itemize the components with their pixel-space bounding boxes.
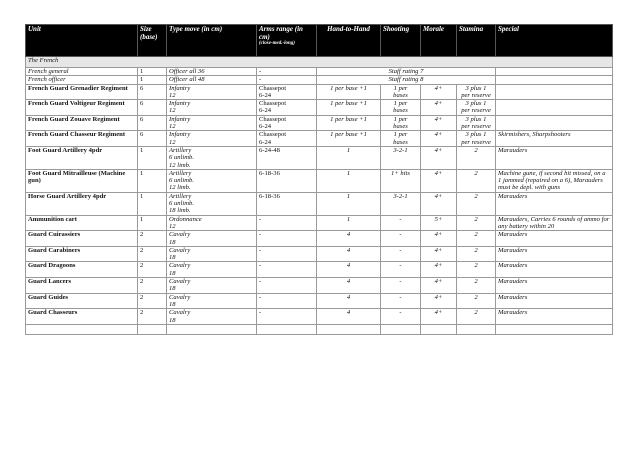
unit-name: French Guard Chasseur Regiment (26, 131, 138, 147)
unit-size: 1 (138, 68, 167, 76)
unit-arms: - (257, 76, 317, 84)
unit-row (26, 146, 613, 169)
unit-stamina: 2 (457, 309, 496, 325)
unit-row (26, 231, 613, 247)
staff-rating: Staff rating 8 (317, 76, 496, 84)
unit-name: Guard Lancers (26, 278, 138, 294)
unit-size: 6 (138, 115, 167, 131)
unit-row (26, 278, 613, 294)
empty-cell (138, 324, 167, 334)
unit-morale: 4+ (421, 293, 457, 309)
section-title: The French (26, 57, 613, 68)
officer-row (26, 76, 613, 84)
unit-type: Infantry 12 (167, 84, 257, 100)
unit-shooting: 1+ hits (381, 169, 421, 192)
unit-shooting: - (381, 278, 421, 294)
header-row (26, 25, 613, 57)
unit-stamina: 3 plus 1 per reserve (457, 84, 496, 100)
unit-size: 6 (138, 84, 167, 100)
unit-stamina: 2 (457, 169, 496, 192)
unit-shooting: - (381, 231, 421, 247)
unit-type: Artillery 6 unlimb. 12 limb. (167, 146, 257, 169)
unit-hth: 4 (317, 262, 381, 278)
unit-row (26, 100, 613, 116)
unit-hth: 4 (317, 231, 381, 247)
unit-shooting: - (381, 309, 421, 325)
empty-cell (167, 324, 257, 334)
header-arms (257, 25, 317, 57)
unit-morale: 4+ (421, 115, 457, 131)
unit-stamina: 3 plus 1 per reserve (457, 100, 496, 116)
unit-morale: 4+ (421, 100, 457, 116)
officer-row (26, 68, 613, 76)
header-arms-sub: (close-med.-long) (259, 41, 295, 46)
unit-name: Guard Cuirassiers (26, 231, 138, 247)
unit-shooting: 1 per bases (381, 115, 421, 131)
unit-stats-table (25, 24, 613, 335)
unit-special: Marauders (496, 231, 613, 247)
unit-stamina: 3 plus 1 per reserve (457, 131, 496, 147)
unit-special: Marauders, Carries 6 rounds of ammo for any battery within 20 (496, 215, 613, 231)
unit-morale: 4+ (421, 169, 457, 192)
unit-arms: - (257, 215, 317, 231)
unit-arms: - (257, 278, 317, 294)
unit-type: Infantry 12 (167, 131, 257, 147)
unit-type: Officer all 36 (167, 68, 257, 76)
unit-special (496, 84, 613, 100)
unit-stamina: 2 (457, 231, 496, 247)
unit-name: Foot Guard Mitrailleuse (Machine gun) (26, 169, 138, 192)
unit-hth: 1 per base +1 (317, 115, 381, 131)
empty-row (26, 324, 613, 334)
header-shooting: Shooting (381, 25, 421, 57)
unit-arms: - (257, 68, 317, 76)
unit-hth: 1 (317, 169, 381, 192)
unit-special: Marauders (496, 192, 613, 215)
unit-arms: Chassepot 6-24 (257, 131, 317, 147)
unit-stamina: 2 (457, 192, 496, 215)
unit-name: French officer (26, 76, 138, 84)
header-stamina: Stamina (457, 25, 496, 57)
unit-name: Ammunition cart (26, 215, 138, 231)
unit-shooting: 3-2-1 (381, 192, 421, 215)
unit-type: Infantry 12 (167, 100, 257, 116)
unit-name: Guard Carabiners (26, 246, 138, 262)
unit-type: Ordonnance 12 (167, 215, 257, 231)
unit-special: Skirmishers, Sharpshooters (496, 131, 613, 147)
unit-hth: 1 (317, 192, 381, 215)
unit-stamina: 2 (457, 246, 496, 262)
unit-morale: 5+ (421, 215, 457, 231)
unit-morale: 4+ (421, 131, 457, 147)
unit-row (26, 169, 613, 192)
header-arms-label: Arms range (in cm) (259, 25, 303, 41)
unit-size: 6 (138, 131, 167, 147)
unit-size: 2 (138, 293, 167, 309)
unit-arms: Chassepot 6-24 (257, 115, 317, 131)
unit-shooting: - (381, 215, 421, 231)
unit-type: Infantry 12 (167, 115, 257, 131)
unit-row (26, 293, 613, 309)
unit-row (26, 115, 613, 131)
unit-arms: Chassepot 6-24 (257, 84, 317, 100)
unit-type: Cavalry 18 (167, 262, 257, 278)
unit-type: Cavalry 18 (167, 309, 257, 325)
header-size: Size (base) (138, 25, 167, 57)
empty-cell (421, 324, 457, 334)
unit-shooting: 1 per bases (381, 100, 421, 116)
unit-special (496, 76, 613, 84)
unit-name: French Guard Grenadier Regiment (26, 84, 138, 100)
unit-hth: 1 per base +1 (317, 100, 381, 116)
unit-stamina: 2 (457, 278, 496, 294)
unit-special: Machine gune, if second hit missed, on a 1 jammed (repaired on a 6), Marauders must be depl. with guns (496, 169, 613, 192)
unit-arms: 6-18-36 (257, 169, 317, 192)
unit-row (26, 192, 613, 215)
unit-special: Marauders (496, 262, 613, 278)
unit-type: Cavalry 18 (167, 231, 257, 247)
unit-special: Marauders (496, 278, 613, 294)
header-hth: Hand-to-Hand (317, 25, 381, 57)
unit-morale: 4+ (421, 231, 457, 247)
unit-special: Marauders (496, 246, 613, 262)
unit-size: 2 (138, 246, 167, 262)
unit-size: 1 (138, 146, 167, 169)
unit-hth: 4 (317, 278, 381, 294)
unit-special (496, 115, 613, 131)
header-morale: Morale (421, 25, 457, 57)
document-page (25, 24, 612, 335)
unit-morale: 4+ (421, 192, 457, 215)
unit-size: 1 (138, 169, 167, 192)
unit-stamina: 2 (457, 293, 496, 309)
empty-cell (381, 324, 421, 334)
unit-shooting: 1 per bases (381, 84, 421, 100)
unit-size: 2 (138, 262, 167, 278)
unit-size: 6 (138, 100, 167, 116)
empty-cell (257, 324, 317, 334)
unit-arms: 6-18-36 (257, 192, 317, 215)
unit-row (26, 309, 613, 325)
unit-size: 2 (138, 309, 167, 325)
staff-rating: Staff rating 7 (317, 68, 496, 76)
unit-type: Artillery 6 unlimb. 12 limb. (167, 169, 257, 192)
empty-cell (457, 324, 496, 334)
unit-type: Cavalry 18 (167, 293, 257, 309)
unit-morale: 4+ (421, 278, 457, 294)
unit-arms: - (257, 262, 317, 278)
unit-hth: 4 (317, 293, 381, 309)
unit-name: Guard Guides (26, 293, 138, 309)
unit-stamina: 2 (457, 215, 496, 231)
unit-shooting: 3-2-1 (381, 146, 421, 169)
unit-type: Cavalry 18 (167, 278, 257, 294)
unit-arms: - (257, 231, 317, 247)
unit-type: Officer all 48 (167, 76, 257, 84)
unit-morale: 4+ (421, 146, 457, 169)
unit-special: Marauders (496, 309, 613, 325)
unit-stamina: 2 (457, 262, 496, 278)
unit-arms: - (257, 246, 317, 262)
unit-shooting: - (381, 262, 421, 278)
unit-row (26, 246, 613, 262)
unit-special: Marauders (496, 293, 613, 309)
unit-name: French Guard Voltigeur Regiment (26, 100, 138, 116)
unit-row (26, 84, 613, 100)
empty-cell (26, 324, 138, 334)
unit-name: Foot Guard Artillery 4pdr (26, 146, 138, 169)
unit-size: 1 (138, 192, 167, 215)
unit-arms: - (257, 309, 317, 325)
unit-hth: 1 per base +1 (317, 84, 381, 100)
unit-name: Horse Guard Artillery 4pdr (26, 192, 138, 215)
unit-name: French general (26, 68, 138, 76)
header-type: Type move (in cm) (167, 25, 257, 57)
header-unit: Unit (26, 25, 138, 57)
unit-hth: 4 (317, 246, 381, 262)
unit-shooting: - (381, 246, 421, 262)
unit-name: Guard Chasseurs (26, 309, 138, 325)
unit-shooting: 1 per bases (381, 131, 421, 147)
unit-arms: Chassepot 6-24 (257, 100, 317, 116)
unit-morale: 4+ (421, 246, 457, 262)
unit-size: 2 (138, 231, 167, 247)
unit-morale: 4+ (421, 262, 457, 278)
unit-special: Marauders (496, 146, 613, 169)
empty-cell (496, 324, 613, 334)
unit-morale: 4+ (421, 309, 457, 325)
unit-arms: 6-24-48 (257, 146, 317, 169)
unit-arms: - (257, 293, 317, 309)
unit-size: 1 (138, 76, 167, 84)
unit-stamina: 2 (457, 146, 496, 169)
unit-type: Cavalry 18 (167, 246, 257, 262)
unit-hth: 4 (317, 309, 381, 325)
header-special: Special (496, 25, 613, 57)
unit-size: 2 (138, 278, 167, 294)
unit-row (26, 131, 613, 147)
unit-special (496, 100, 613, 116)
unit-hth: 1 (317, 215, 381, 231)
unit-stamina: 3 plus 1 per reserve (457, 115, 496, 131)
unit-name: French Guard Zouave Regiment (26, 115, 138, 131)
unit-size: 1 (138, 215, 167, 231)
empty-cell (317, 324, 381, 334)
unit-hth: 1 per base +1 (317, 131, 381, 147)
unit-row (26, 262, 613, 278)
unit-name: Guard Dragoons (26, 262, 138, 278)
unit-type: Artillery 6 unlimb. 18 limb. (167, 192, 257, 215)
unit-row (26, 215, 613, 231)
unit-shooting: - (381, 293, 421, 309)
unit-hth: 1 (317, 146, 381, 169)
unit-special (496, 68, 613, 76)
section-row (26, 57, 613, 68)
unit-morale: 4+ (421, 84, 457, 100)
